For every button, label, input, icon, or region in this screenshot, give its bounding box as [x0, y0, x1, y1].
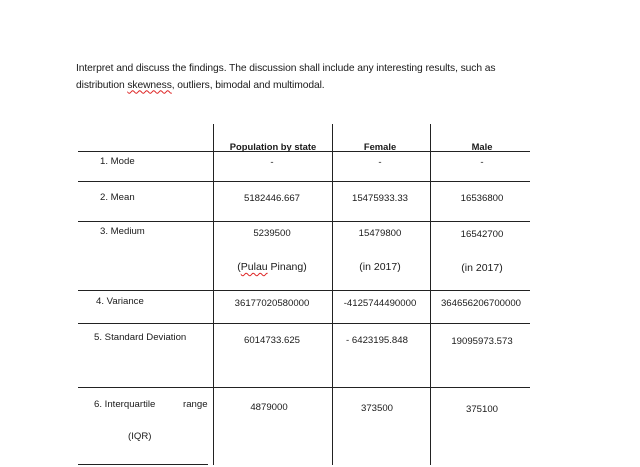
instruction-text-a: Interpret and discuss the findings. The discussion shall include any interesting results, such as distribution [76, 63, 496, 91]
mode-female: - [378, 157, 382, 168]
iqr-male: 375100 [465, 404, 499, 415]
header-male: Male [471, 141, 493, 152]
mean-female: 15475933.33 [351, 193, 409, 204]
row-divider [78, 181, 530, 182]
misspelled-word: skewness [127, 79, 172, 91]
row-label-iqr-a: 6. Interquartile [94, 399, 156, 410]
mode-population: - [270, 157, 274, 168]
row-label-variance: 4. Variance [96, 296, 144, 307]
row-divider [78, 221, 530, 222]
column-divider [332, 124, 333, 465]
row-label-iqr-b: range [183, 399, 208, 410]
instruction-paragraph [76, 61, 546, 94]
variance-male: 364656206700000 [440, 298, 522, 309]
medium-female-note: (in 2017) [359, 261, 401, 273]
std-dev-population: 6014733.625 [243, 335, 301, 346]
row-label-iqr-c: (IQR) [128, 431, 152, 442]
flagged-word: Pulau [240, 261, 268, 273]
medium-male: 16542700 [460, 229, 504, 240]
row-label-std-dev: 5. Standard Deviation [94, 332, 187, 343]
column-divider [213, 124, 214, 465]
row-divider [78, 323, 530, 324]
medium-population-note: (Pulau Pinang) [237, 261, 307, 273]
row-label-mode: 1. Mode [100, 156, 135, 167]
row-label-medium: 3. Medium [100, 226, 145, 237]
instruction-text-b: , outliers, bimodal and multimodal. [171, 79, 325, 91]
mean-male: 16536800 [460, 193, 504, 204]
std-dev-female: - 6423195.848 [346, 335, 408, 346]
medium-female: 15479800 [358, 228, 402, 239]
row-divider [78, 464, 208, 465]
iqr-female: 373500 [360, 403, 394, 414]
variance-population: 36177020580000 [234, 298, 310, 309]
medium-population: 5239500 [253, 228, 291, 239]
mode-male: - [480, 157, 484, 168]
header-female: Female [363, 141, 397, 152]
std-dev-male: 19095973.573 [451, 336, 513, 347]
iqr-population: 4879000 [250, 402, 288, 413]
column-divider [430, 124, 431, 465]
row-divider [78, 290, 530, 291]
variance-female: -4125744490000 [343, 298, 417, 309]
row-label-mean: 2. Mean [100, 192, 135, 203]
row-divider [78, 387, 530, 388]
header-population: Population by state [229, 141, 317, 152]
medium-male-note: (in 2017) [461, 262, 503, 274]
mean-population: 5182446.667 [243, 193, 301, 204]
